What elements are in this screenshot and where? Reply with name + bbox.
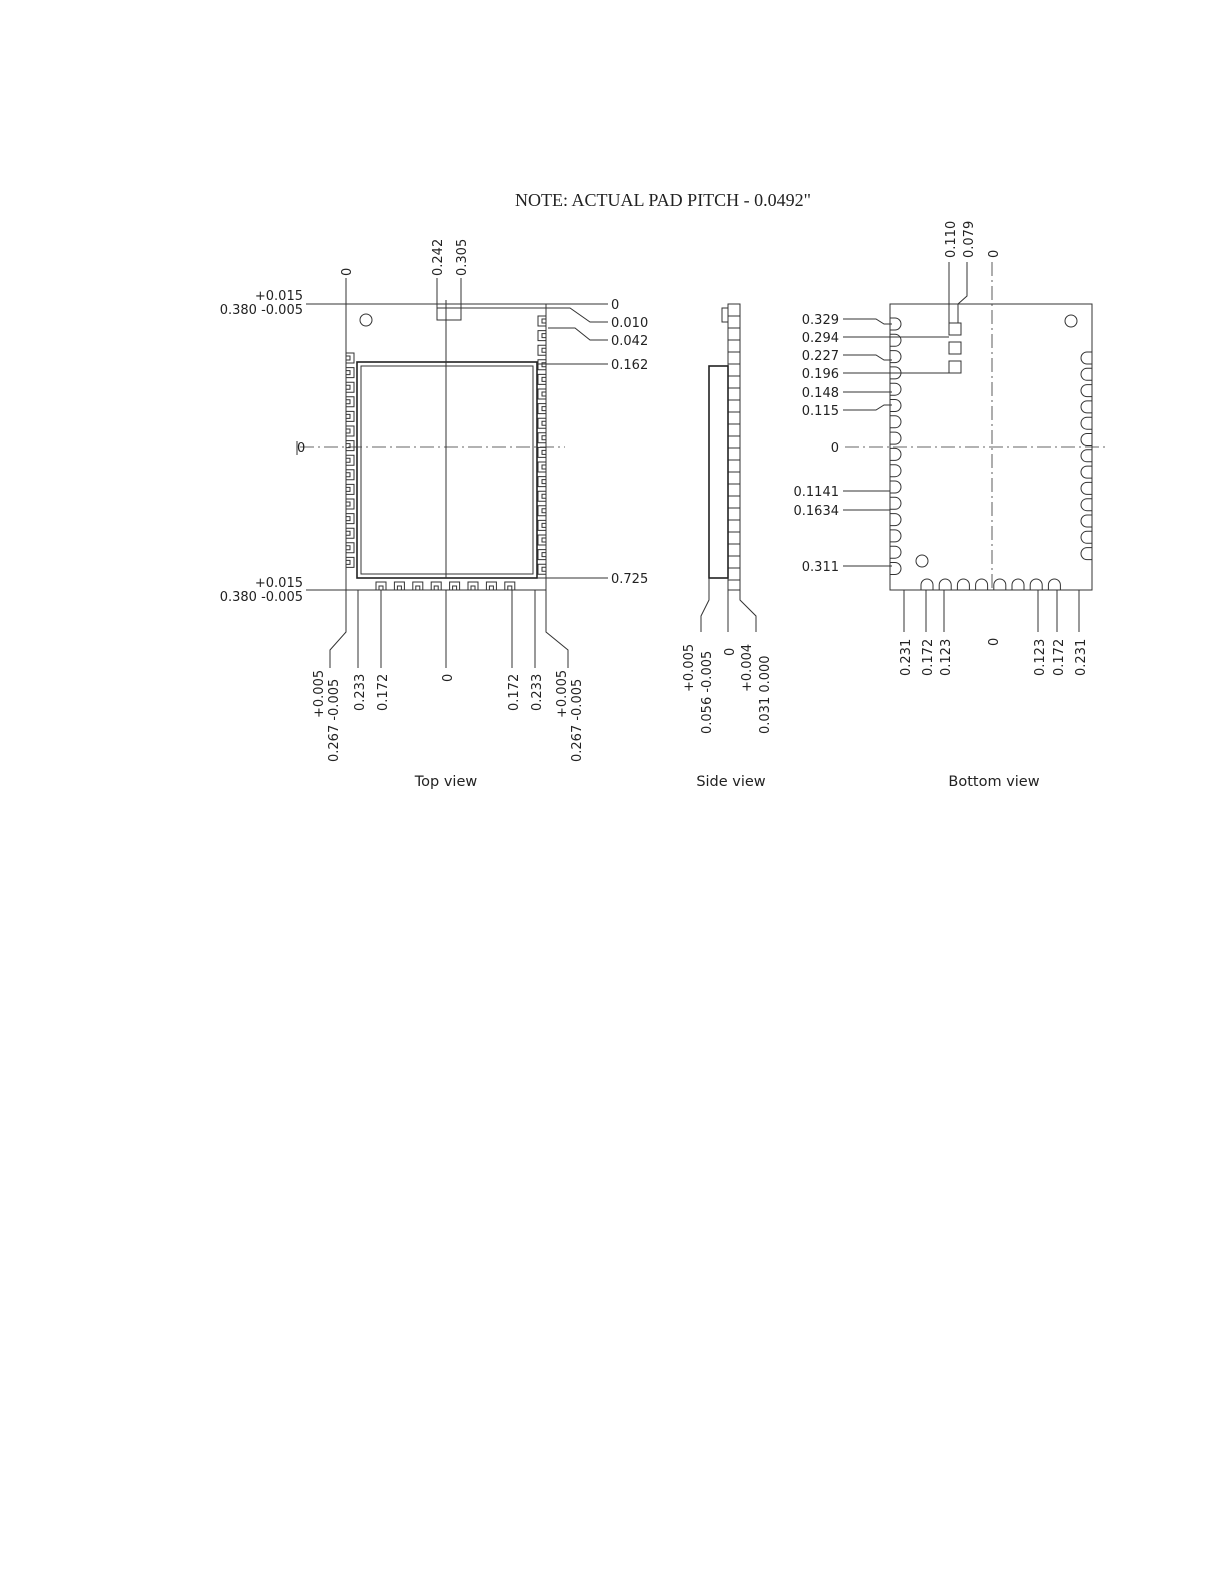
bottom-view-right-pad: [1081, 417, 1092, 429]
top-view-right-pad-notch: [542, 421, 546, 425]
dim-bv-bottom-0172-right: 0.172: [1052, 638, 1067, 676]
dim-bv-left-01141: 0.1141: [793, 485, 839, 500]
top-view-bottom-pad-notch: [453, 586, 457, 590]
dim-right-0042: 0.042: [611, 334, 649, 349]
top-view-left-pad-notch: [346, 473, 350, 477]
dim-bottom-width: 0.380 -0.005: [219, 590, 303, 605]
dim-bv-bottom-0123-left: 0.123: [939, 638, 954, 676]
top-view-left-pad-notch: [346, 487, 350, 491]
bottom-view-left-pad: [890, 448, 901, 460]
top-view-left-pad-notch: [346, 517, 350, 521]
bottom-view-square-pad-2: [949, 342, 961, 354]
dim-bv-left-0148: 0.148: [801, 386, 839, 401]
dim-side-0031: 0.031 0.000: [758, 655, 773, 734]
bottom-view-right-pad: [1081, 401, 1092, 413]
top-view-shield-can: [357, 362, 537, 578]
dim-bv-left-0311: 0.311: [801, 560, 839, 575]
bottom-view-left-pad: [890, 497, 901, 509]
bottom-view-left-pad: [890, 514, 901, 526]
top-view-right-pad-notch: [542, 377, 546, 381]
bottom-view-bottom-pad-row: [921, 579, 1060, 590]
bottom-view-left-pad: [890, 432, 901, 444]
dim-right-0162: 0.162: [611, 358, 649, 373]
top-view-right-pad-notch: [542, 494, 546, 498]
bottom-view-fiducial-top: [1065, 315, 1077, 327]
top-view-right-pad-row: [538, 316, 546, 574]
dim-bv-left-0196: 0.196: [801, 367, 839, 382]
bottom-view-left-pad: [890, 334, 901, 346]
top-view-right-pad-notch: [542, 319, 546, 323]
bottom-view-right-pad: [1081, 548, 1092, 560]
dim-bv-top-0110: 0.110: [944, 220, 959, 258]
dim-bv-top-0: 0: [987, 249, 1002, 258]
dim-side-tol-0004: +0.004: [740, 643, 755, 692]
top-view-bottom-pad-notch: [397, 586, 401, 590]
bottom-view-left-pad: [890, 383, 901, 395]
bottom-view-bottom-pad: [1012, 579, 1024, 590]
dim-side-0: 0: [723, 647, 738, 656]
bottom-view-right-pad: [1081, 434, 1092, 446]
dim-top-width-tol: +0.015: [254, 289, 303, 304]
top-view-left-pad-notch: [346, 531, 350, 535]
dim-bv-bottom-0123-right: 0.123: [1033, 638, 1048, 676]
top-view-fiducial: [360, 314, 372, 326]
bottom-view-square-pad-3: [949, 361, 961, 373]
top-view-left-pad-notch: [346, 356, 350, 360]
top-view-left-pad-notch: [346, 429, 350, 433]
top-view-right-pad-notch: [542, 480, 546, 484]
bottom-view-right-pad: [1081, 531, 1092, 543]
dim-bv-left-0115: 0.115: [801, 404, 839, 419]
top-view-shield-inner: [361, 366, 533, 574]
dim-bv-bottom-0: 0: [987, 637, 1002, 646]
top-view-left-pad-row: [346, 353, 354, 567]
dim-top-0: 0: [340, 267, 355, 276]
top-view-bottom-pad-notch: [434, 586, 438, 590]
top-view-right-pad-notch: [542, 348, 546, 352]
top-view-bottom-pad-notch: [508, 586, 512, 590]
bottom-view: [794, 221, 1107, 790]
pad-pitch-note: NOTE: ACTUAL PAD PITCH - 0.0492": [515, 190, 812, 210]
bottom-view-right-pad: [1081, 515, 1092, 527]
bottom-view-right-pad: [1081, 466, 1092, 478]
side-view-caption: Side view: [696, 774, 766, 790]
dim-top-width: 0.380 -0.005: [219, 303, 303, 318]
dim-bv-bottom-0231-right: 0.231: [1074, 638, 1089, 676]
bottom-view-left-pad: [890, 481, 901, 493]
bottom-view-bottom-pad: [1048, 579, 1060, 590]
top-view-left-pad-notch: [346, 371, 350, 375]
bottom-view-bottom-pad: [957, 579, 969, 590]
bottom-view-right-pad: [1081, 499, 1092, 511]
dim-top-0305: 0.305: [455, 238, 470, 276]
bottom-view-right-pad: [1081, 385, 1092, 397]
bottom-view-right-pad: [1081, 352, 1092, 364]
dim-bv-bottom-0231-left: 0.231: [899, 638, 914, 676]
top-view-left-pad-notch: [346, 385, 350, 389]
bottom-view-left-pad: [890, 546, 901, 558]
dim-bottom-0233-left: 0.233: [353, 673, 368, 711]
top-view-caption: Top view: [414, 774, 478, 790]
bottom-view-bottom-pad: [921, 579, 933, 590]
dim-bv-bottom-0172-left: 0.172: [921, 638, 936, 676]
bottom-view-right-pad: [1081, 482, 1092, 494]
top-view-right-pad-notch: [542, 450, 546, 454]
top-view-right-pad-notch: [542, 436, 546, 440]
top-view-bottom-pad-notch: [489, 586, 493, 590]
dim-bottom-right-0267: 0.267 -0.005: [570, 678, 585, 762]
top-view-left-pad-notch: [346, 400, 350, 404]
side-view: [682, 304, 773, 790]
top-view-bottom-pad-notch: [471, 586, 475, 590]
bottom-view-left-pad: [890, 563, 901, 575]
bottom-view-left-pad: [890, 465, 901, 477]
dim-bv-left-0227: 0.227: [801, 349, 839, 364]
top-view-left-pad-notch: [346, 560, 350, 564]
top-view-right-pad-notch: [542, 509, 546, 513]
bottom-view-fiducial-bottom: [916, 555, 928, 567]
top-view-left-pad-notch: [346, 502, 350, 506]
dim-bv-left-0329: 0.329: [801, 313, 839, 328]
dim-right-0010: 0.010: [611, 316, 649, 331]
top-view-right-pad-notch: [542, 523, 546, 527]
top-view-origin-label: 0: [297, 441, 306, 456]
top-view-right-pad-notch: [542, 392, 546, 396]
dim-bottom-right-tol: +0.005: [555, 669, 570, 718]
bottom-view-bottom-pad: [994, 579, 1006, 590]
top-view: [220, 239, 648, 790]
dim-bv-top-0079: 0.079: [962, 220, 977, 258]
bottom-view-right-pad: [1081, 368, 1092, 380]
top-view-bottom-pad-row: [376, 582, 515, 590]
dim-bottom-0233-right: 0.233: [530, 673, 545, 711]
top-view-right-pad-notch: [542, 407, 546, 411]
dim-bottom-left-0267: 0.267 -0.005: [327, 678, 342, 762]
top-view-left-pad-notch: [346, 458, 350, 462]
dim-side-0056: 0.056 -0.005: [700, 650, 715, 734]
dim-bottom-0: 0: [441, 673, 456, 682]
top-view-left-pad-notch: [346, 546, 350, 550]
bottom-view-bottom-pad: [976, 579, 988, 590]
top-view-right-pad-notch: [542, 538, 546, 542]
bottom-view-caption: Bottom view: [948, 774, 1040, 790]
top-view-right-pad-notch: [542, 553, 546, 557]
dim-bottom-0172-right: 0.172: [507, 673, 522, 711]
side-view-component: [722, 308, 728, 322]
bottom-view-right-pad: [1081, 450, 1092, 462]
dim-bv-left-0: 0: [830, 441, 839, 456]
bottom-view-bottom-pad: [939, 579, 951, 590]
bottom-view-left-pad: [890, 351, 901, 363]
bottom-view-left-pad: [890, 416, 901, 428]
bottom-view-bottom-pad: [1030, 579, 1042, 590]
dim-right-0: 0: [611, 298, 620, 313]
dim-bottom-left-tol: +0.005: [312, 669, 327, 718]
top-view-bottom-pad-notch: [416, 586, 420, 590]
side-view-shield-can: [709, 366, 728, 578]
bottom-view-square-pad-1: [949, 323, 961, 335]
dim-bottom-width-tol: +0.015: [254, 576, 303, 591]
dim-bv-left-01634: 0.1634: [793, 504, 839, 519]
dim-bottom-0172-left: 0.172: [376, 673, 391, 711]
dim-bv-left-0294: 0.294: [801, 331, 839, 346]
dim-side-tol: +0.005: [682, 643, 697, 692]
top-view-right-pad-notch: [542, 334, 546, 338]
dim-right-0725: 0.725: [611, 572, 649, 587]
side-view-board: [728, 304, 740, 590]
top-view-right-pad-notch: [542, 363, 546, 367]
top-view-right-pad-notch: [542, 567, 546, 571]
top-view-small-component: [437, 308, 461, 320]
bottom-view-left-pad: [890, 530, 901, 542]
bottom-view-right-pad-row: [1081, 352, 1092, 560]
top-view-left-pad-notch: [346, 414, 350, 418]
top-view-right-pad-notch: [542, 465, 546, 469]
side-view-pad-segments: [728, 316, 740, 580]
dim-top-0242: 0.242: [431, 238, 446, 276]
bottom-view-left-pad-row: [890, 318, 901, 575]
top-view-bottom-pad-notch: [379, 586, 383, 590]
